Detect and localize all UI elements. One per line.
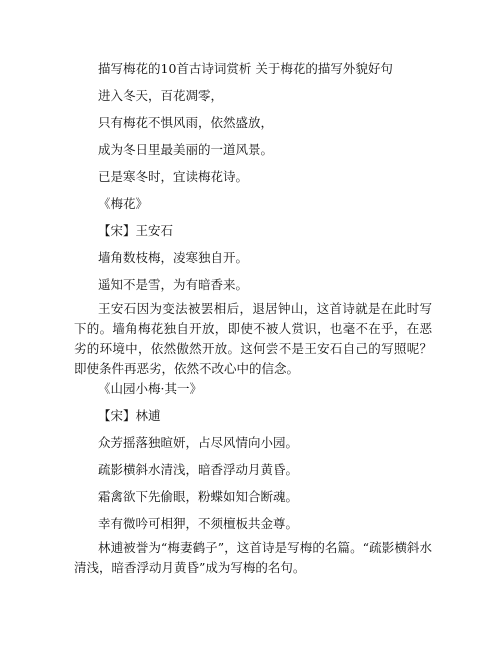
intro-line-1: 进入冬天，百花凋零， [98,88,224,103]
poem2-line-1: 众芳摇落独暄妍，占尽风情向小园。 [98,435,299,450]
poem1-commentary: 王安石因为变法被罢相后，退居钟山，这首诗就是在此时写下的。墙角梅花独自开放，即使不被人赏识，也毫不在乎，在恶劣的环境中，依然傲然开放。这何尝不是王安石自己的写照呢？即使条件再恶劣，依然不改心中的信念。 [74,301,432,376]
poem1-line-2: 遥知不是雪，为有暗香来。 [98,277,249,292]
poem2-title: 《山园小梅·其一》 [98,381,202,396]
poem2-line-3: 霜禽欲下先偷眼，粉蝶如知合断魂。 [98,489,299,504]
intro-line-2: 只有梅花不惧风雨，依然盛放， [98,115,274,130]
poem2-commentary: 林逋被誉为“梅妻鹤子”，这首诗是写梅的名篇。“疏影横斜水清浅，暗香浮动月黄昏”成为写梅的名句。 [74,540,432,575]
poem2-author: 【宋】林逋 [98,408,161,423]
poem2-line-2: 疏影横斜水清浅，暗香浮动月黄昏。 [98,462,299,477]
poem2-line-4: 幸有微吟可相狎，不须檀板共金尊。 [98,516,299,531]
poem1-line-1: 墙角数枝梅，凌寒独自开。 [98,250,249,265]
poem1-author: 【宋】王安石 [98,223,174,238]
document-title: 描写梅花的10首古诗词赏析 关于梅花的描写外貌好句 [98,61,393,76]
intro-line-3: 成为冬日里最美丽的一道风景。 [98,142,274,157]
intro-line-4: 已是寒冬时，宜读梅花诗。 [98,169,249,184]
poem1-title: 《梅花》 [98,196,149,211]
